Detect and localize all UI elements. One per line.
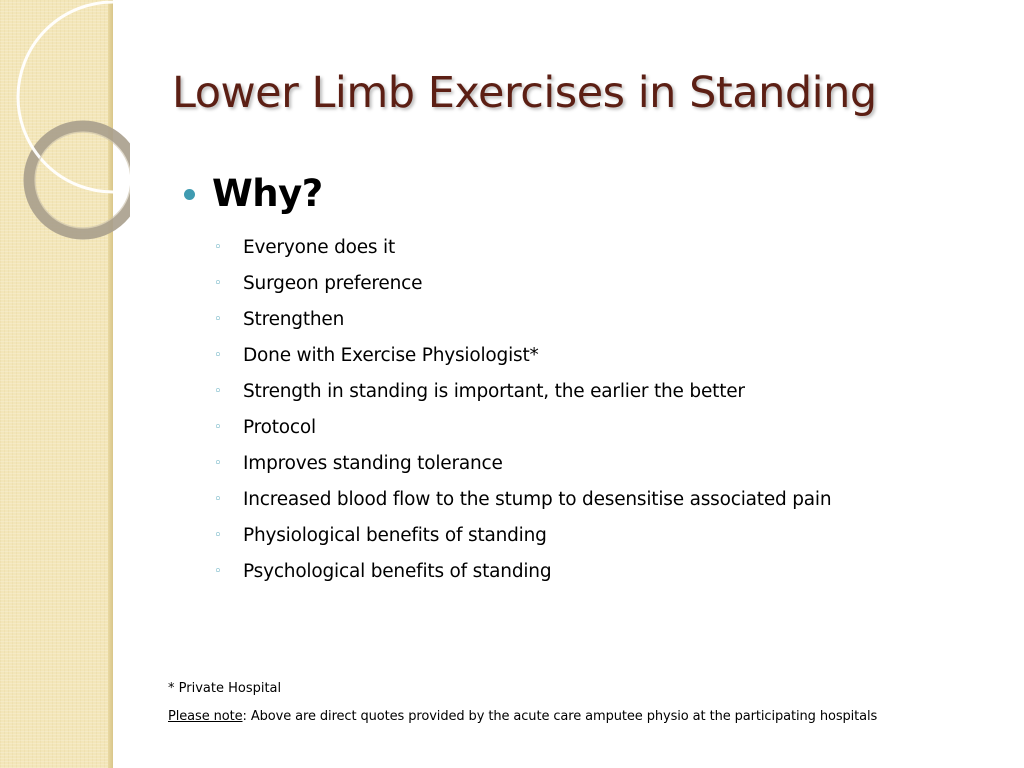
sub-bullet-item xyxy=(214,301,831,337)
sub-bullet-item xyxy=(214,517,831,553)
please-note-text: : Above are direct quotes provided by the acute care amputee physio at the participating hospitals xyxy=(242,709,878,724)
sub-bullet-text: Psychological benefits of standing xyxy=(243,560,552,582)
sub-bullet-item xyxy=(214,481,831,517)
hollow-bullet-icon: ◦ xyxy=(214,419,222,435)
please-note xyxy=(168,709,877,724)
hollow-bullet-icon: ◦ xyxy=(214,347,222,363)
main-bullet xyxy=(184,172,323,215)
sub-bullet-item xyxy=(214,445,831,481)
sub-bullet-text: Strength in standing is important, the earlier the better xyxy=(243,380,745,402)
sub-bullet-item xyxy=(214,229,831,265)
sub-bullet-text: Strengthen xyxy=(243,308,345,330)
sub-bullet-text: Surgeon preference xyxy=(243,272,423,294)
hollow-bullet-icon: ◦ xyxy=(214,491,222,507)
sub-bullet-text: Protocol xyxy=(243,416,316,438)
bullet-dot-icon xyxy=(184,189,195,200)
main-bullet-text: Why? xyxy=(212,172,323,215)
sub-bullet-item xyxy=(214,265,831,301)
hollow-bullet-icon: ◦ xyxy=(214,311,222,327)
hollow-bullet-icon: ◦ xyxy=(214,239,222,255)
slide-title: Lower Limb Exercises in Standing xyxy=(172,68,877,118)
sub-bullet-item xyxy=(214,337,831,373)
hollow-bullet-icon: ◦ xyxy=(214,455,222,471)
hollow-bullet-icon: ◦ xyxy=(214,275,222,291)
sub-bullet-list xyxy=(214,229,831,589)
sub-bullet-text: Done with Exercise Physiologist* xyxy=(243,344,539,366)
footnote: * Private Hospital xyxy=(168,681,282,696)
sub-bullet-item xyxy=(214,409,831,445)
decorative-gray-ring xyxy=(29,126,130,234)
sub-bullet-item xyxy=(214,373,831,409)
hollow-bullet-icon: ◦ xyxy=(214,383,222,399)
sub-bullet-text: Physiological benefits of standing xyxy=(243,524,547,546)
hollow-bullet-icon: ◦ xyxy=(214,563,222,579)
sub-bullet-text: Increased blood flow to the stump to desensitise associated pain xyxy=(243,488,832,510)
sub-bullet-text: Everyone does it xyxy=(243,236,396,258)
decorative-rings xyxy=(0,0,130,260)
please-note-label: Please note xyxy=(168,709,243,724)
sub-bullet-text: Improves standing tolerance xyxy=(243,452,503,474)
decorative-ring-highlight xyxy=(35,132,130,228)
hollow-bullet-icon: ◦ xyxy=(214,527,222,543)
sub-bullet-item xyxy=(214,553,831,589)
